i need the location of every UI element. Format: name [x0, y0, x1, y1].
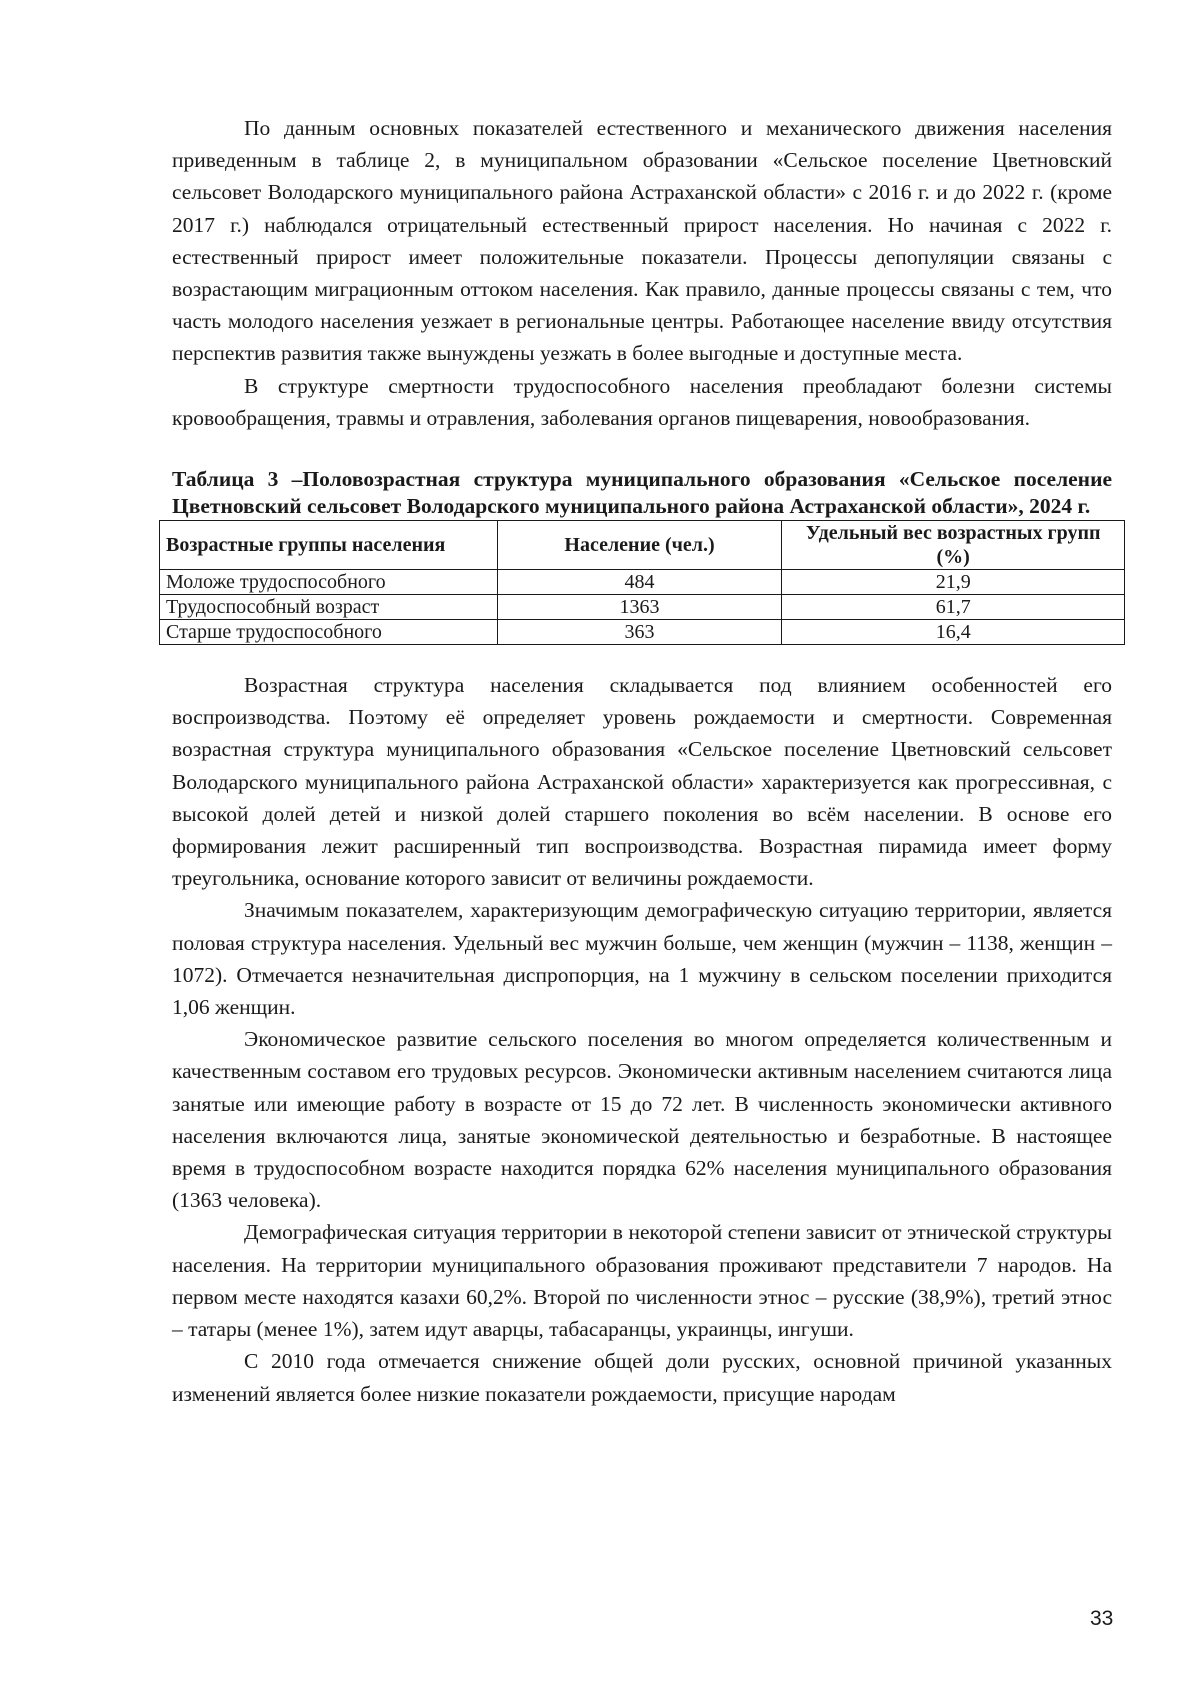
header-share: Удельный вес возрастных групп (%)	[782, 521, 1125, 570]
paragraph-sex-structure: Значимым показателем, характеризующим демографическую ситуацию территории, является половая структура населения. Удельный вес мужчин больше, чем женщин (мужчин – 1138, женщин – 1072). Отмечается незначительная диспропорция, на 1 мужчину в сельском поселении приходится 1,06 женщин.	[172, 898, 1112, 1020]
cell-share: 16,4	[782, 620, 1125, 645]
cell-population: 484	[497, 570, 782, 595]
table-row	[160, 595, 1125, 620]
page-number: 33	[1090, 1607, 1114, 1630]
paragraph-mortality-structure: В структуре смертности трудоспособного населения преобладают болезни системы кровообращения, травмы и отравления, заболевания органов пищеварения, новообразования.	[172, 373, 1112, 430]
cell-share: 61,7	[782, 595, 1125, 620]
cell-population: 1363	[497, 595, 782, 620]
header-population: Население (чел.)	[497, 521, 782, 570]
age-structure-table	[159, 520, 1125, 645]
document-page	[166, 112, 1112, 1410]
paragraph-russian-share: С 2010 года отмечается снижение общей доли русских, основной причиной указанных изменений является более низкие показатели рождаемости, присущие народам	[172, 1349, 1112, 1406]
cell-share: 21,9	[782, 570, 1125, 595]
table-caption: Таблица 3 –Половозрастная структура муниципального образования «Сельское поселение Цветновский сельсовет Володарского муниципального района Астраханской области», 2024 г.	[172, 467, 1112, 519]
paragraph-labor-resources: Экономическое развитие сельского поселения во многом определяется количественным и качественным составом его трудовых ресурсов. Экономически активным населением считаются лица занятые или имеющие работу в возрасте от 15 до 72 лет. В численность экономически активного населения включаются лица, занятые экономической деятельностью и безработные. В настоящее время в трудоспособном возрасте находится порядка 62% населения муниципального образования (1363 человека).	[172, 1027, 1112, 1213]
paragraph-age-structure: Возрастная структура населения складывается под влиянием особенностей его воспроизводства. Поэтому её определяет уровень рождаемости и смертности. Современная возрастная структура муниципального образования «Сельское поселение Цветновский сельсовет Володарского муниципального района Астраханской области» характеризуется как прогрессивная, с высокой долей детей и низкой долей старшего поколения во всём населении. В основе его формирования лежит расширенный тип воспроизводства. Возрастная пирамида имеет форму треугольника, основание которого зависит от величины рождаемости.	[172, 673, 1112, 891]
cell-group: Старше трудоспособного	[160, 620, 498, 645]
table-row	[160, 620, 1125, 645]
body-text	[172, 669, 1112, 1410]
cell-group: Трудоспособный возраст	[160, 595, 498, 620]
table-row	[160, 570, 1125, 595]
table-header-row	[160, 521, 1125, 570]
paragraph-population-movement: По данным основных показателей естественного и механического движения населения приведенным в таблице 2, в муниципальном образовании «Сельское поселение Цветновский сельсовет Володарского муниципального района Астраханской области» с 2016 г. и до 2022 г. (кроме 2017 г.) наблюдался отрицательный естественный прирост населения. Но начиная с 2022 г. естественный прирост имеет положительные показатели. Процессы депопуляции связаны с возрастающим миграционным оттоком населения. Как правило, данные процессы связаны с тем, что часть молодого населения уезжает в региональные центры. Работающее население ввиду отсутствия перспектив развития также вынуждены уезжать в более выгодные и доступные места.	[172, 116, 1112, 366]
paragraph-ethnic-structure: Демографическая ситуация территории в некоторой степени зависит от этнической структуры населения. На территории муниципального образования проживают представители 7 народов. На первом месте находятся казахи 60,2%. Второй по численности этнос – русские (38,9%), третий этнос – татары (менее 1%), затем идут аварцы, табасаранцы, украинцы, ингуши.	[172, 1220, 1112, 1342]
header-age-groups: Возрастные группы населения	[160, 521, 498, 570]
cell-population: 363	[497, 620, 782, 645]
cell-group: Моложе трудоспособного	[160, 570, 498, 595]
